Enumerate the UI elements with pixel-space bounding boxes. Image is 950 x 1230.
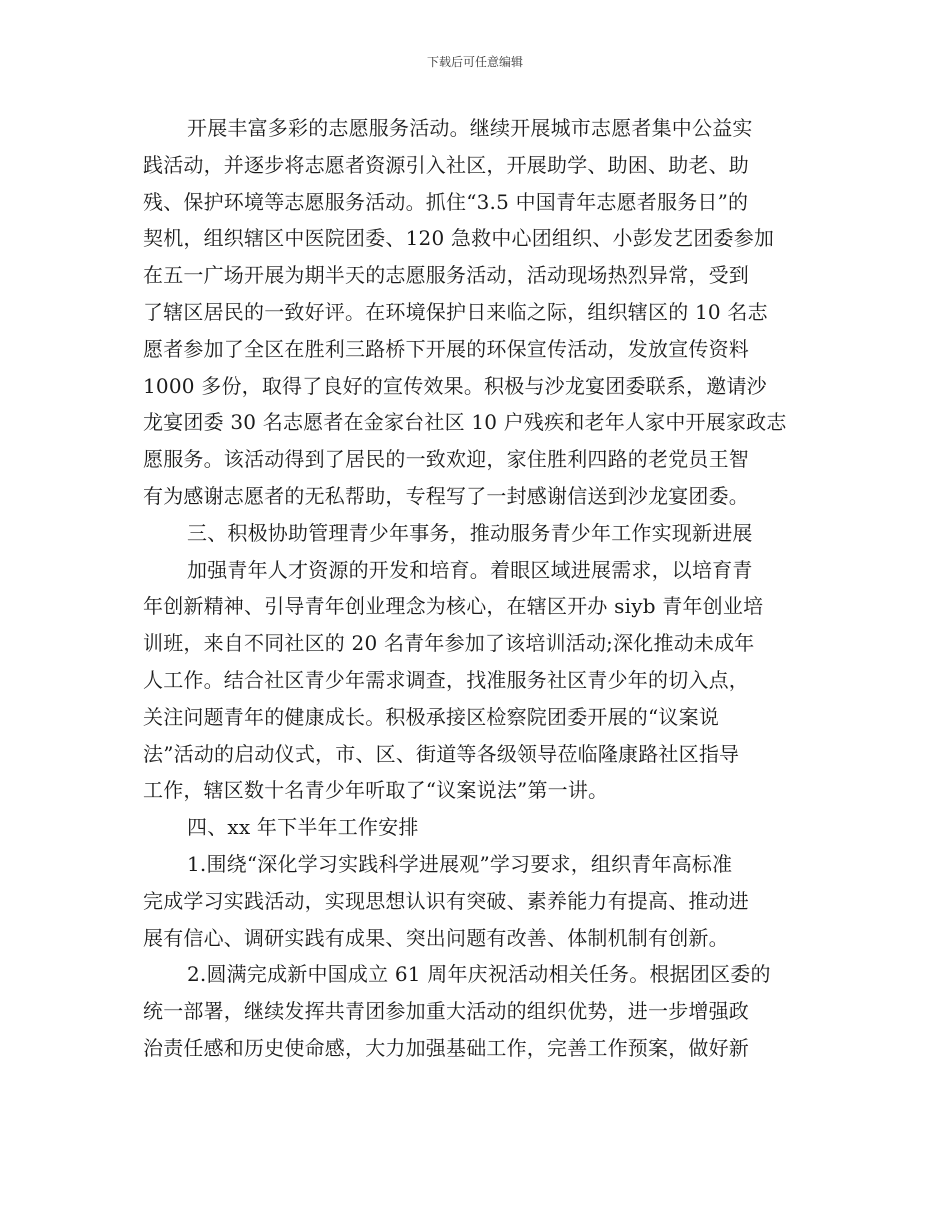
- text-line: 工作，辖区数十名青少年听取了“议案说法”第一讲。: [143, 778, 609, 803]
- text-line: 开展丰富多彩的志愿服务活动。继续开展城市志愿者集中公益实: [187, 116, 753, 140]
- text-line: 三、积极协助管理青少年事务，推动服务青少年工作实现新进展: [187, 520, 753, 545]
- text-line: 加强青年人才资源的开发和培育。着眼区域进展需求，以培育青: [187, 557, 753, 582]
- text-line: 训班，来自不同社区的 20 名青年参加了该培训活动;深化推动未成年: [143, 631, 755, 656]
- text-line: 关注问题青年的健康成长。积极承接区检察院团委开展的“议案说: [143, 704, 720, 729]
- text-line: 1.围绕“深化学习实践科学进展观”学习要求，组织青年高标准: [187, 851, 733, 876]
- text-line: 践活动，并逐步将志愿者资源引入社区，开展助学、助困、助老、助: [143, 152, 749, 177]
- page-header: 下载后可任意编辑: [426, 55, 523, 69]
- text-line: 统一部署，继续发挥共青团参加重大活动的组织优势，进一步增强政: [143, 999, 749, 1024]
- text-line: 人工作。结合社区青少年需求调查，找准服务社区青少年的切入点，: [143, 667, 749, 692]
- text-line: 愿者参加了全区在胜利三路桥下开展的环保宣传活动，发放宣传资料: [143, 336, 749, 361]
- text-line: 2.圆满完成新中国成立 61 周年庆祝活动相关任务。根据团区委的: [187, 962, 771, 987]
- text-line: 年创新精神、引导青年创业理念为核心，在辖区开办 siyb 青年创业培: [143, 594, 764, 619]
- text-line: 残、保护环境等志愿服务活动。抓住“3.5 中国青年志愿者服务日”的: [143, 189, 749, 214]
- text-line: 愿服务。该活动得到了居民的一致欢迎，家住胜利四路的老党员王智: [143, 447, 749, 472]
- text-line: 1000 多份，取得了良好的宣传效果。积极与沙龙宴团委联系，邀请沙: [143, 373, 767, 398]
- text-line: 了辖区居民的一致好评。在环境保护日来临之际，组织辖区的 10 名志: [143, 299, 768, 324]
- text-line: 契机，组织辖区中医院团委、120 急救中心团组织、小彭发艺团委参加: [143, 226, 775, 251]
- text-line: 完成学习实践活动，实现思想认识有突破、素养能力有提高、推动进: [143, 888, 749, 913]
- document-body: [143, 110, 813, 1067]
- text-line: 有为感谢志愿者的无私帮助，专程写了一封感谢信送到沙龙宴团委。: [143, 483, 749, 508]
- text-line: 治责任感和历史使命感，大力加强基础工作，完善工作预案，做好新: [143, 1035, 749, 1060]
- text-line: 法”活动的启动仪式，市、区、街道等各级领导莅临隆康路社区指导: [143, 741, 740, 766]
- text-line: 四、xx 年下半年工作安排: [187, 815, 419, 840]
- text-line: 龙宴团委 30 名志愿者在金家台社区 10 户残疾和老年人家中开展家政志: [143, 410, 787, 435]
- text-line: 在五一广场开展为期半天的志愿服务活动，活动现场热烈异常，受到: [143, 263, 749, 288]
- text-line: 展有信心、调研实践有成果、突出问题有改善、体制机制有创新。: [143, 925, 729, 950]
